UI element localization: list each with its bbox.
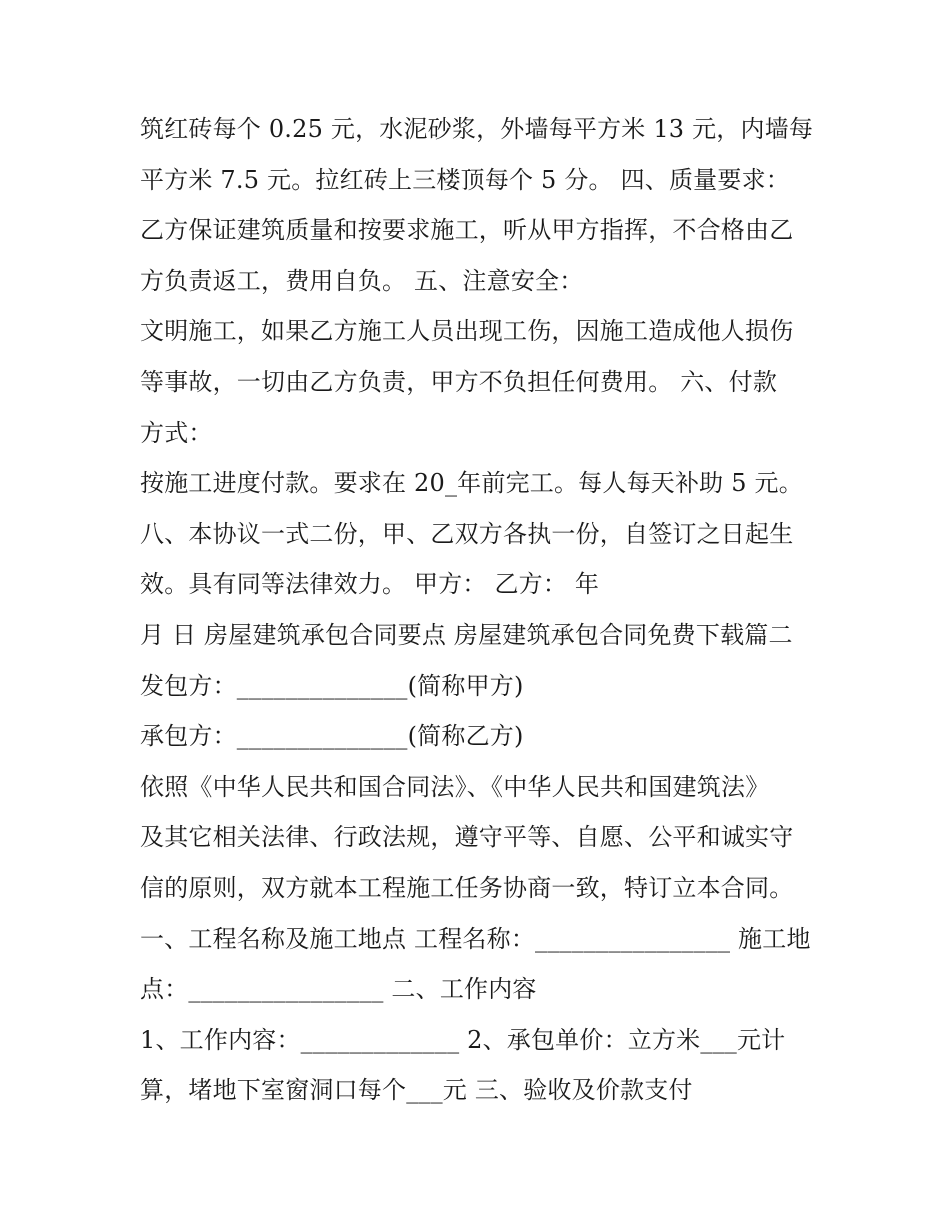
text-line: 依照《中华人民共和国合同法》、《中华人民共和国建筑法》 <box>140 772 770 801</box>
text-line: 乙方保证建筑质量和按要求施工，听从甲方指挥，不合格由乙 <box>140 216 794 245</box>
text-line: 1、工作内容：_____________ 2、承包单价：立方米___元计 <box>140 1025 786 1054</box>
text-line: 信的原则，双方就本工程施工任务协商一致，特订立本合同。 <box>140 873 794 902</box>
text-line: 一、工程名称及施工地点 工程名称：________________ 施工地 <box>140 924 811 953</box>
text-line: 承包方：______________(简称乙方) <box>140 722 524 751</box>
text-line: 方负责返工，费用自负。 五、注意安全： <box>140 266 584 295</box>
text-line: 等事故，一切由乙方负责，甲方不负担任何费用。 六、付款 <box>140 367 778 396</box>
document-body <box>140 104 840 1116</box>
text-line: 平方米 7.5 元。拉红砖上三楼顶每个 5 分。 四、质量要求： <box>140 165 790 194</box>
text-line: 八、本协议一式二份，甲、乙双方各执一份，自签订之日起生 <box>140 519 794 548</box>
text-line: 按施工进度付款。要求在 20_年前完工。每人每天补助 5 元。 <box>140 469 803 498</box>
text-line: 文明施工，如果乙方施工人员出现工伤，因施工造成他人损伤 <box>140 317 794 346</box>
text-line: 及其它相关法律、行政法规，遵守平等、自愿、公平和诚实守 <box>140 823 794 852</box>
text-line: 月 日 房屋建筑承包合同要点 房屋建筑承包合同免费下载篇二 <box>140 620 793 649</box>
text-line: 效。具有同等法律效力。 甲方： 乙方： 年 <box>140 570 600 599</box>
text-line: 点：________________ 二、工作内容 <box>140 975 537 1004</box>
text-line: 发包方：______________(简称甲方) <box>140 671 524 700</box>
text-line: 算，堵地下室窗洞口每个___元 三、验收及价款支付 <box>140 1076 693 1105</box>
text-line: 筑红砖每个 0.25 元，水泥砂浆，外墙每平方米 13 元，内墙每 <box>140 115 814 143</box>
text-line: 方式： <box>140 418 213 447</box>
